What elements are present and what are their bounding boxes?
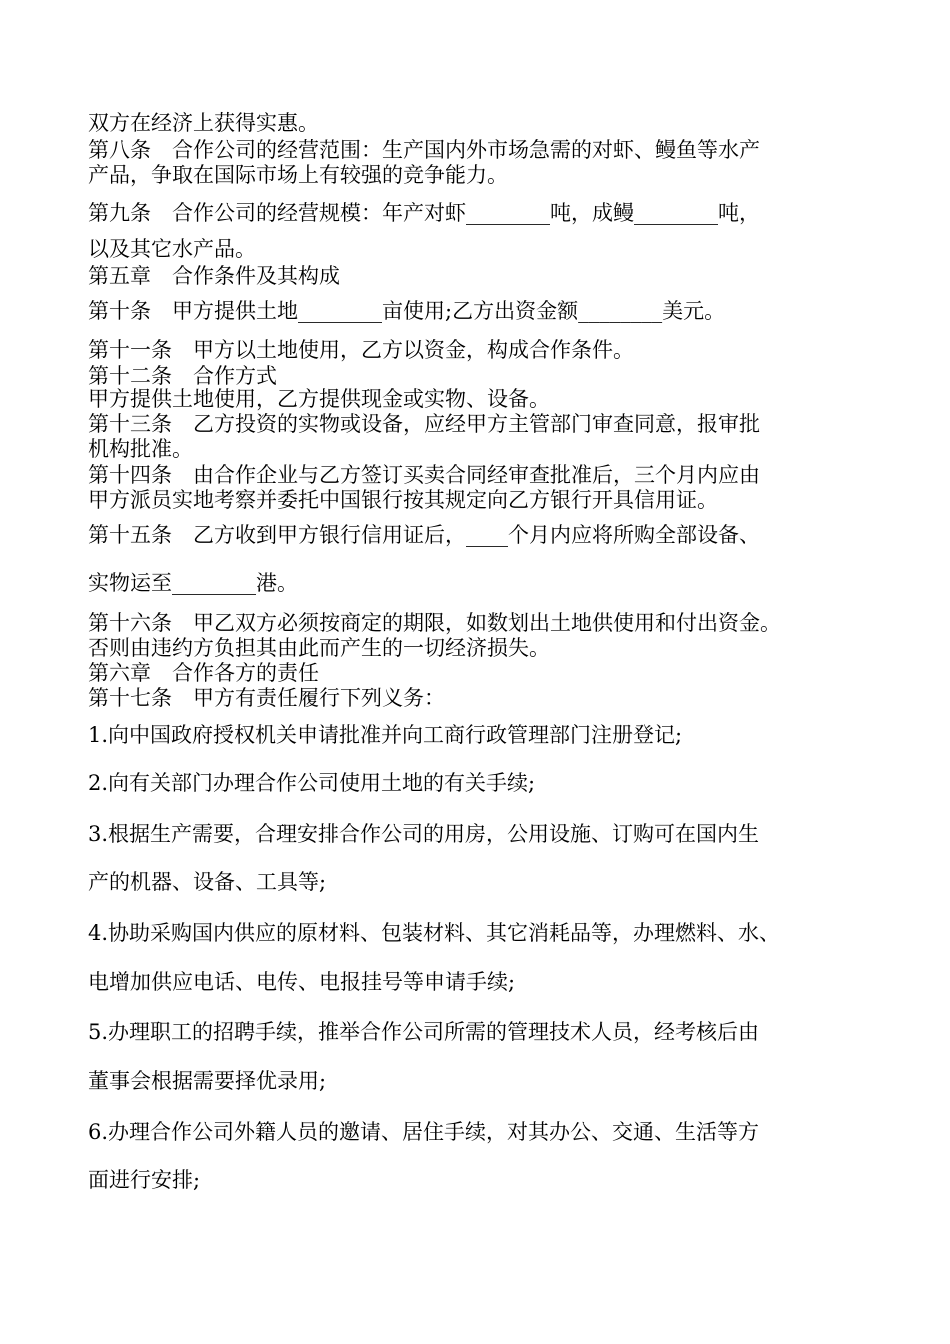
- text-line: 以及其它水产品。: [88, 237, 256, 261]
- article-9-line: 第九条 合作公司的经营规模：年产对虾________吨，成鳗________吨，: [88, 201, 760, 225]
- text-line: 实物运至________港。: [88, 571, 298, 595]
- chapter-5-heading: 第五章 合作条件及其构成: [88, 264, 340, 288]
- chapter-6-heading: 第六章 合作各方的责任: [88, 661, 319, 685]
- text-line: 机构批准。: [88, 437, 193, 461]
- article-12-line: 第十二条 合作方式: [88, 364, 277, 388]
- article-17-line: 第十七条 甲方有责任履行下列义务：: [88, 686, 445, 710]
- text-line: 否则由违约方负担其由此而产生的一切经济损失。: [88, 636, 550, 660]
- list-item: 4.协助采购国内供应的原材料、包装材料、其它消耗品等，办理燃料、水、: [88, 921, 781, 945]
- article-8-line: 第八条 合作公司的经营范围：生产国内外市场急需的对虾、鳗鱼等水产: [88, 138, 760, 162]
- text-line: 双方在经济上获得实惠。: [88, 111, 319, 135]
- article-11-line: 第十一条 甲方以土地使用，乙方以资金，构成合作条件。: [88, 338, 634, 362]
- article-16-line: 第十六条 甲乙双方必须按商定的期限，如数划出土地供使用和付出资金。: [88, 611, 781, 635]
- text-line: 甲方派员实地考察并委托中国银行按其规定向乙方银行开具信用证。: [88, 488, 718, 512]
- list-item: 2.向有关部门办理合作公司使用土地的有关手续;: [88, 771, 536, 795]
- list-item: 6.办理合作公司外籍人员的邀请、居住手续，对其办公、交通、生活等方: [88, 1120, 760, 1144]
- text-line: 面进行安排;: [88, 1168, 201, 1192]
- article-10-line: 第十条 甲方提供土地________亩使用;乙方出资金额________美元。: [88, 299, 726, 323]
- text-line: 董事会根据需要择优录用;: [88, 1069, 327, 1093]
- text-line: 产品，争取在国际市场上有较强的竞争能力。: [88, 163, 508, 187]
- text-line: 甲方提供土地使用，乙方提供现金或实物、设备。: [88, 387, 550, 411]
- text-line: 电增加供应电话、电传、电报挂号等申请手续;: [88, 970, 516, 994]
- article-14-line: 第十四条 由合作企业与乙方签订买卖合同经审查批准后，三个月内应由: [88, 463, 760, 487]
- article-13-line: 第十三条 乙方投资的实物或设备，应经甲方主管部门审查同意，报审批: [88, 412, 760, 436]
- list-item: 1.向中国政府授权机关申请批准并向工商行政管理部门注册登记;: [88, 723, 683, 747]
- text-line: 产的机器、设备、工具等;: [88, 870, 327, 894]
- article-15-line: 第十五条 乙方收到甲方银行信用证后，____个月内应将所购全部设备、: [88, 523, 760, 547]
- list-item: 3.根据生产需要，合理安排合作公司的用房，公用设施、订购可在国内生: [88, 822, 760, 846]
- list-item: 5.办理职工的招聘手续，推举合作公司所需的管理技术人员，经考核后由: [88, 1020, 760, 1044]
